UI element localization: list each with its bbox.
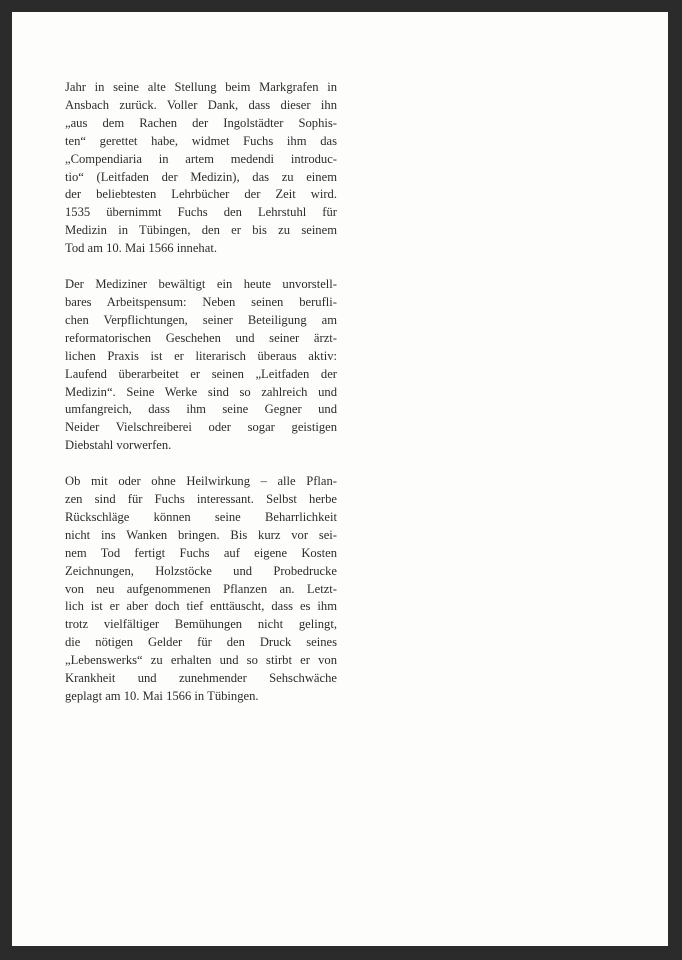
text-line: zen sind für Fuchs interessant. Selbst herbe xyxy=(65,492,337,507)
text-line: „aus dem Rachen der Ingolstädter Sophis- xyxy=(65,115,337,130)
text-line: „Lebenswerks“ zu erhalten und so stirbt er von xyxy=(65,653,337,668)
text-line: die nötigen Gelder für den Druck seines xyxy=(65,635,337,650)
text-line: Medizin in Tübingen, den er bis zu seinem xyxy=(65,223,337,238)
paragraph-2 xyxy=(65,276,337,455)
text-line: geplagt am 10. Mai 1566 in Tübingen. xyxy=(65,689,259,703)
paragraph-1 xyxy=(65,79,337,258)
body-text-column xyxy=(65,79,337,706)
text-line: Zeichnungen, Holzstöcke und Probedrucke xyxy=(65,563,337,578)
text-line: nicht ins Wanken bringen. Bis kurz vor sei- xyxy=(65,527,337,542)
text-line: nem Tod fertigt Fuchs auf eigene Kosten xyxy=(65,545,337,560)
paragraph-spacer xyxy=(65,455,337,473)
text-line: „Compendiaria in artem medendi introduc- xyxy=(65,151,337,166)
text-line: Neider Vielschreiberei oder sogar geistigen xyxy=(65,420,337,435)
text-line: lich ist er aber doch tief enttäuscht, dass es ihm xyxy=(65,599,337,614)
text-line: Diebstahl vorwerfen. xyxy=(65,438,172,453)
text-line: lichen Praxis ist er literarisch überaus aktiv: xyxy=(65,348,337,363)
text-line: reformatorischen Geschehen und seiner ärzt- xyxy=(65,330,337,345)
text-line: Tod am 10. Mai 1566 innehat. xyxy=(65,241,217,256)
text-line: Jahr in seine alte Stellung beim Markgrafen in xyxy=(65,80,337,94)
text-line: Der Mediziner bewältigt ein heute unvorstell- xyxy=(65,277,337,292)
text-line: Rückschläge können seine Beharrlichkeit xyxy=(65,509,337,524)
text-line: bares Arbeitspensum: Neben seinen berufli- xyxy=(65,294,337,309)
text-line: Ansbach zurück. Voller Dank, dass dieser ihn xyxy=(65,97,337,112)
text-line: der beliebtesten Lehrbücher der Zeit wird. xyxy=(65,187,337,202)
text-line: Ob mit oder ohne Heilwirkung – alle Pflan- xyxy=(65,474,337,489)
paragraph-3 xyxy=(65,473,337,706)
document-page xyxy=(12,12,668,946)
text-line: Medizin“. Seine Werke sind so zahlreich und xyxy=(65,384,337,399)
text-line: umfangreich, dass ihm seine Gegner und xyxy=(65,402,337,417)
text-line: von neu aufgenommenen Pflanzen an. Letzt- xyxy=(65,581,337,596)
text-line: Laufend überarbeitet er seinen „Leitfaden der xyxy=(65,366,337,381)
text-line: trotz vielfältiger Bemühungen nicht gelingt, xyxy=(65,617,337,632)
text-line: 1535 übernimmt Fuchs den Lehrstuhl für xyxy=(65,205,337,220)
paragraph-spacer xyxy=(65,258,337,276)
text-line: tio“ (Leitfaden der Medizin), das zu einem xyxy=(65,169,337,184)
text-line: ten“ gerettet habe, widmet Fuchs ihm das xyxy=(65,133,337,148)
text-line: Krankheit und zunehmender Sehschwäche xyxy=(65,671,337,686)
text-line: chen Verpflichtungen, seiner Beteiligung am xyxy=(65,312,337,327)
